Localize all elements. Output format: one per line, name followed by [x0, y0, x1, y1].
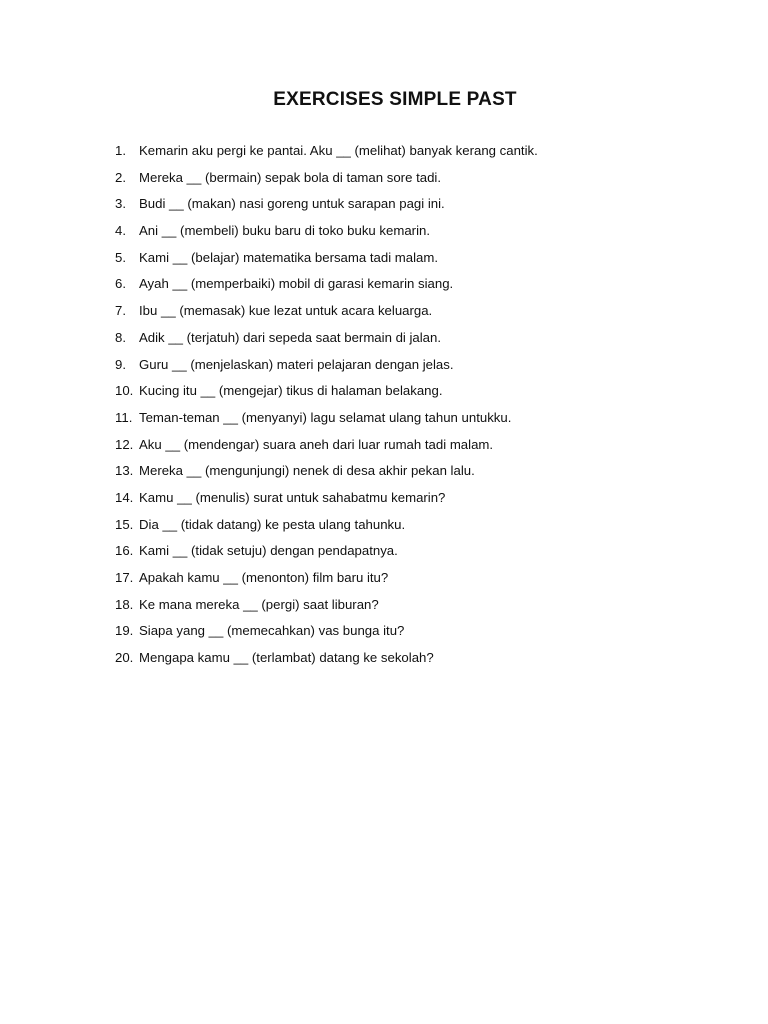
item-text: Siapa yang __ (memecahkan) vas bunga itu?: [139, 623, 405, 639]
item-number: 4.: [115, 223, 126, 239]
item-text: Kamu __ (menulis) surat untuk sahabatmu kemarin?: [139, 489, 446, 505]
item-text: Budi __ (makan) nasi goreng untuk sarapan pagi ini.: [139, 196, 445, 212]
list-item: [115, 568, 538, 595]
item-text: Ayah __ (memperbaiki) mobil di garasi kemarin siang.: [139, 276, 454, 292]
page-title: EXERCISES SIMPLE PAST: [273, 89, 517, 110]
item-number: 18.: [115, 596, 134, 612]
item-number: 6.: [115, 276, 126, 292]
item-text: Mereka __ (bermain) sepak bola di taman sore tadi.: [139, 169, 441, 185]
item-number: 1.: [115, 143, 126, 158]
list-item: [115, 408, 538, 435]
item-text: Mengapa kamu __ (terlambat) datang ke sekolah?: [139, 650, 434, 666]
item-number: 5.: [115, 249, 126, 265]
list-item: [115, 461, 538, 488]
item-text: Apakah kamu __ (menonton) film baru itu?: [139, 570, 389, 585]
item-number: 15.: [115, 516, 134, 532]
list-item: [115, 621, 538, 648]
item-text: Ibu __ (memasak) kue lezat untuk acara keluarga.: [139, 303, 433, 319]
list-item: [115, 381, 538, 408]
item-number: 8.: [115, 329, 126, 345]
item-text: Ani __ (membeli) buku baru di toko buku kemarin.: [139, 223, 431, 239]
list-item: [115, 248, 538, 275]
item-number: 13.: [115, 463, 134, 479]
item-text: Ke mana mereka __ (pergi) saat liburan?: [139, 596, 379, 612]
item-number: 12.: [115, 436, 134, 452]
item-text: Kami __ (tidak setuju) dengan pendapatnya.: [139, 543, 398, 559]
item-number: 16.: [115, 543, 134, 559]
list-item: [115, 168, 538, 195]
list-item: [115, 648, 538, 675]
item-number: 10.: [115, 383, 134, 399]
list-item: [115, 488, 538, 515]
list-item: [115, 194, 538, 221]
item-text: Teman-teman __ (menyanyi) lagu selamat ulang tahun untukku.: [139, 409, 512, 425]
list-item: [115, 355, 538, 382]
item-text: Kemarin aku pergi ke pantai. Aku __ (melihat) banyak kerang cantik.: [139, 143, 538, 158]
item-number: 14.: [115, 489, 134, 505]
item-number: 11.: [115, 409, 133, 425]
list-item: [115, 515, 538, 542]
item-number: 3.: [115, 196, 126, 212]
item-text: Kami __ (belajar) matematika bersama tadi malam.: [139, 249, 439, 265]
item-number: 20.: [115, 650, 134, 666]
list-item: [115, 435, 538, 462]
item-text: Adik __ (terjatuh) dari sepeda saat bermain di jalan.: [139, 329, 442, 345]
item-number: 19.: [115, 623, 134, 639]
list-item: [115, 301, 538, 328]
item-text: Kucing itu __ (mengejar) tikus di halaman belakang.: [139, 383, 443, 399]
item-number: 9.: [115, 356, 126, 372]
item-text: Mereka __ (mengunjungi) nenek di desa akhir pekan lalu.: [139, 463, 475, 479]
item-number: 7.: [115, 303, 126, 319]
exercise-list: [115, 141, 538, 675]
item-number: 2.: [115, 169, 126, 185]
list-item: [115, 141, 538, 168]
list-item: [115, 221, 538, 248]
item-text: Dia __ (tidak datang) ke pesta ulang tahunku.: [139, 516, 406, 532]
item-text: Aku __ (mendengar) suara aneh dari luar rumah tadi malam.: [139, 436, 494, 452]
list-item: [115, 328, 538, 355]
list-item: [115, 541, 538, 568]
list-item: [115, 595, 538, 622]
item-number: 17.: [115, 570, 134, 585]
item-text: Guru __ (menjelaskan) materi pelajaran dengan jelas.: [139, 356, 454, 372]
list-item: [115, 274, 538, 301]
